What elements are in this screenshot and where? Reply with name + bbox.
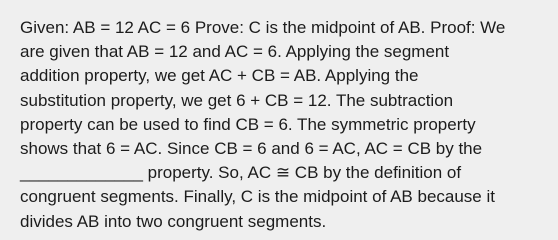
proof-line-7-blank: _____________ property. So, AC ≅ CB by the definition of xyxy=(20,163,462,183)
proof-text xyxy=(20,16,544,234)
proof-line-4: substitution property, we get 6 + CB = 12. The subtraction xyxy=(20,90,454,110)
proof-line-9: divides AB into two congruent segments. xyxy=(20,211,327,231)
proof-line-3: addition property, we get AC + CB = AB. Applying the xyxy=(20,66,419,86)
proof-line-1: Given: AB = 12 AC = 6 Prove: C is the midpoint of AB. Proof: We xyxy=(20,18,506,37)
proof-line-5: property can be used to find CB = 6. The symmetric property xyxy=(20,114,476,134)
proof-line-6: shows that 6 = AC. Since CB = 6 and 6 = AC, AC = CB by the xyxy=(20,139,483,159)
proof-line-8: congruent segments. Finally, C is the midpoint of AB because it xyxy=(20,187,495,207)
proof-line-2: are given that AB = 12 and AC = 6. Applying the segment xyxy=(20,42,450,62)
